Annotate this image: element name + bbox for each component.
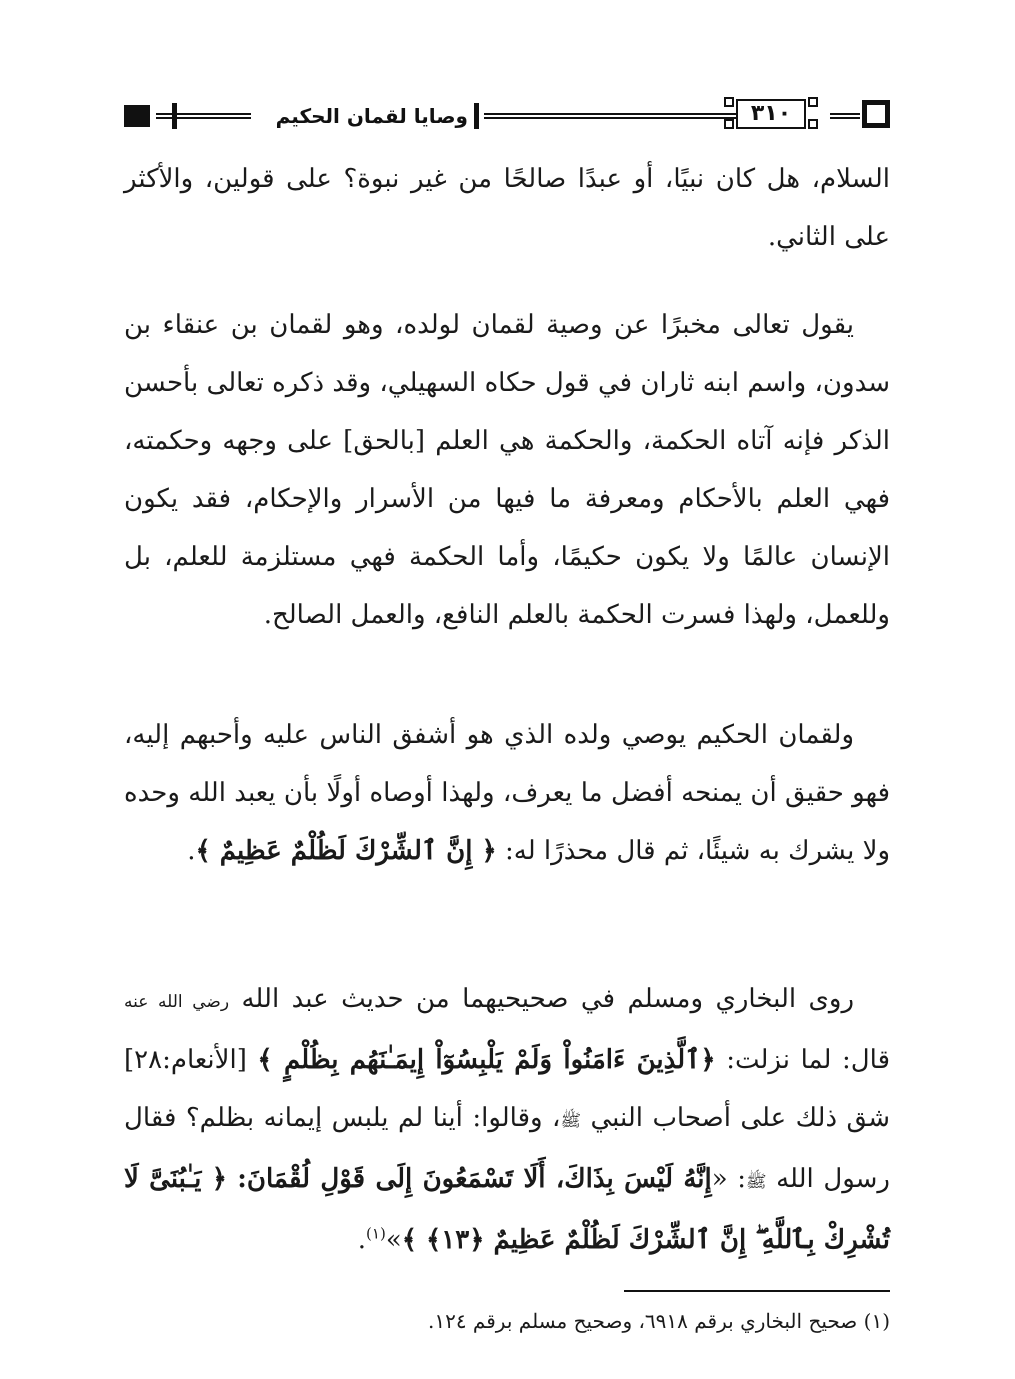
header-ornament-bar — [474, 103, 479, 129]
header-ornament-block — [124, 105, 150, 127]
paragraph-text-run: » — [385, 1225, 402, 1255]
paragraph-text-run: ، وقالوا: أينا لم يلبس إيمانه بظلم؟ فقال رسول الله — [124, 1103, 890, 1194]
page-number-frame — [722, 97, 822, 131]
quran-verse: ﴿ إِنَّ ٱلشِّرْكَ لَظُلْمٌ عَظِيمٌ ﴾ — [195, 836, 497, 866]
paragraph-text-run: قال: لما نزلت: — [715, 1045, 890, 1075]
quran-verse: ﴿ يَـٰبُنَىَّ لَا تُشْرِكْ بِٱللَّهِ ۖ إِنَّ ٱلشِّرْكَ لَظُلْمٌ عَظِيمٌ ﴿١٣﴾ ﴾ — [124, 1164, 890, 1255]
header-ornament-bar — [172, 103, 177, 129]
paragraph-2 — [124, 296, 890, 644]
running-header — [124, 96, 890, 136]
book-title: وصايا لقمان الحكيم — [275, 104, 468, 128]
paragraph-text — [124, 970, 890, 1269]
footnote-reference[interactable]: (١) — [366, 1224, 386, 1243]
page-number: ٣١٠ — [750, 101, 792, 126]
footnote-divider — [624, 1290, 890, 1292]
honorific-glyph: رضي الله عنه — [124, 992, 230, 1012]
paragraph-text-run: روى البخاري ومسلم في صحيحيهما من حديث عبد الله — [229, 984, 855, 1014]
paragraph-text-run: . — [187, 836, 196, 866]
paragraph-text: يقول تعالى مخبرًا عن وصية لقمان لولده، وهو لقمان بن عنقاء بن سدون، واسم ابنه ثاران في قول حكاه السهيلي، وقد ذكره تعالى بأحسن الذكر فإنه آتاه الحكمة، والحكمة هي العلم [بالحق] على وجهه وحكمته، فهي العلم بالأحكام ومعرفة ما فيها من الأسرار والإحكام، فقد يكون الإنسان عالمًا ولا يكون حكيمًا، وأما الحكمة فهي مستلزمة للعلم، بل وللعمل، ولهذا فسرت الحكمة بالعلم النافع، والعمل الصالح. — [124, 310, 890, 630]
paragraph-text — [124, 706, 890, 880]
paragraph-3 — [124, 706, 890, 880]
quran-verse: ﴿ٱلَّذِينَ ءَامَنُواْ وَلَمْ يَلْبِسُوٓاْ إِيمَـٰنَهُم بِظُلْمٍ ﴾ — [257, 1045, 716, 1075]
paragraph-text-run: ولقمان الحكيم يوصي ولده الذي هو أشفق الناس عليه وأحبهم إليه، فهو حقيق أن يمنحه أفضل ما يعرف، ولهذا أوصاه أولًا بأن يعبد الله وحده ولا يشرك به شيئًا، ثم قال محذرًا له: — [124, 720, 890, 866]
frame-corner-ornament — [724, 119, 734, 129]
paragraph-text-run: : « — [711, 1164, 746, 1194]
paragraph-text-run: . — [357, 1225, 367, 1255]
frame-corner-ornament — [724, 97, 734, 107]
paragraph-4 — [124, 970, 890, 1269]
paragraph-text: السلام، هل كان نبيًا، أو عبدًا صالحًا من غير نبوة؟ على قولين، والأكثر على الثاني. — [124, 164, 890, 252]
honorific-glyph: ﷺ — [745, 1172, 767, 1192]
header-ornament-square — [862, 100, 890, 128]
honorific-glyph: ﷺ — [560, 1111, 581, 1131]
header-rule — [830, 113, 860, 119]
footnote-1: (١) صحيح البخاري برقم ٦٩١٨، وصحيح مسلم برقم ١٢٤. — [427, 1309, 890, 1333]
frame-corner-ornament — [808, 97, 818, 107]
paragraph-text-run: [الأنعام:٢٨] شق ذلك على أصحاب النبي — [124, 1045, 890, 1133]
paragraph-1 — [124, 150, 890, 266]
hadith-quote: إِنَّهُ لَيْسَ بِذَاكَ، أَلَا تَسْمَعُونَ إِلَى قَوْلِ لُقْمَانَ: — [237, 1164, 712, 1194]
frame-corner-ornament — [808, 119, 818, 129]
